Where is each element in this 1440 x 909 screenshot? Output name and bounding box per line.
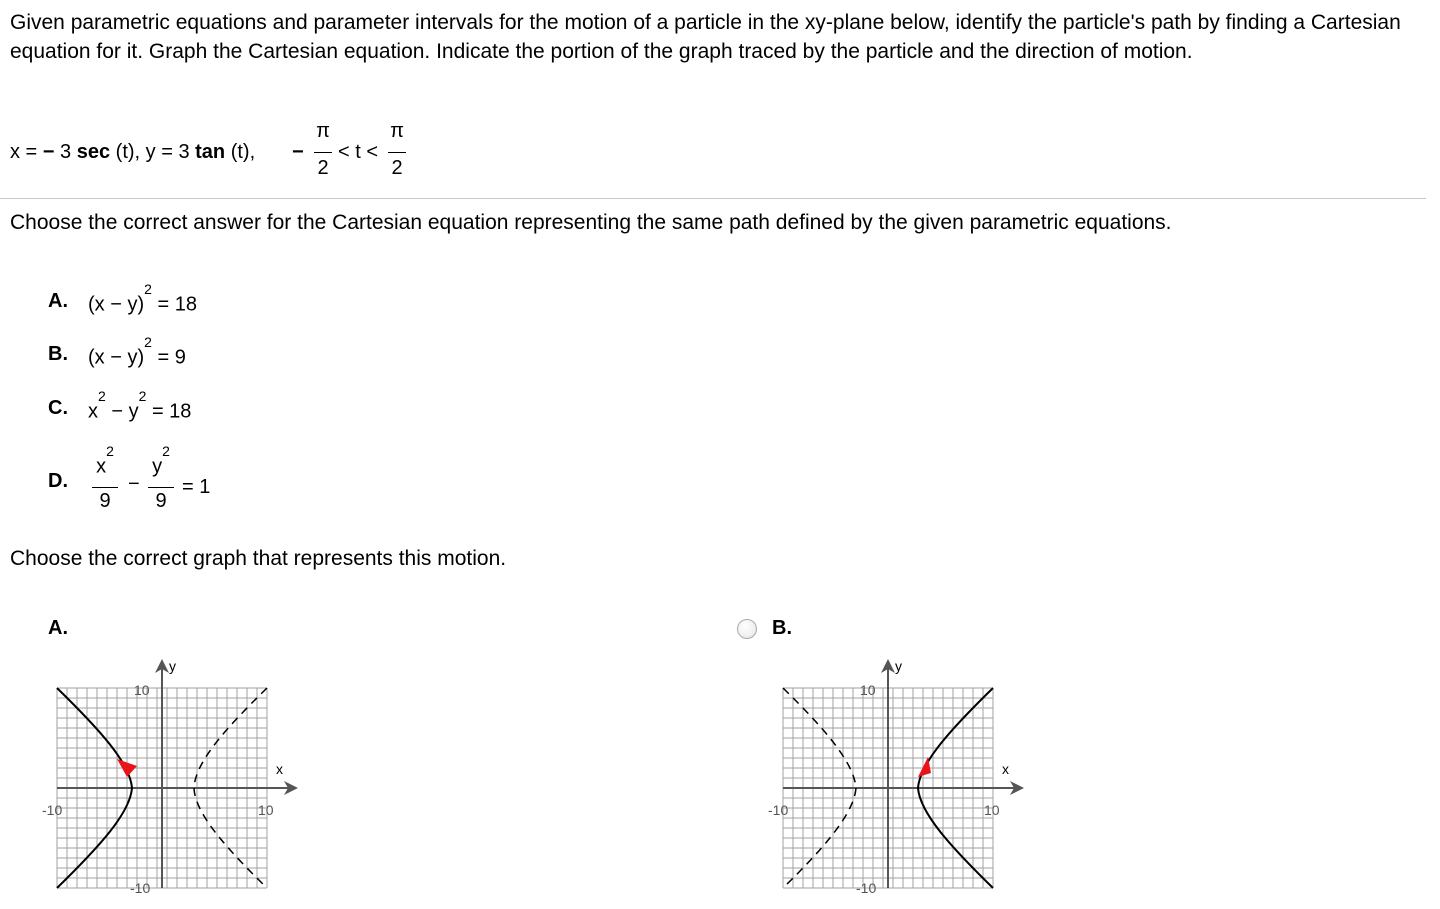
graph-b-tick-x-pos: 10 (984, 802, 1000, 818)
graph-a-y-axis-label: y (169, 658, 176, 674)
choice-d[interactable] (48, 443, 268, 516)
choice-letter: D. (48, 470, 68, 492)
graph-a-tick-y-pos: 10 (134, 682, 150, 698)
choice-b[interactable] (48, 334, 268, 373)
formula-x: x = (10, 141, 43, 163)
graph-a-tick-x-neg: -10 (42, 802, 63, 818)
fraction-x-squared-over-9: $x^2$ 9 (90, 446, 120, 512)
choice-expression: $x^2 - y^2 = 18$ (88, 388, 192, 423)
graph-prompt: Choose the correct graph that represents this motion. (10, 547, 507, 570)
graph-b-label: B. (772, 617, 792, 639)
fraction-denominator: 2 (317, 157, 329, 179)
choice-expression: $(x - y)^2 = 9$ (88, 334, 186, 369)
graph-b-radio[interactable] (737, 619, 757, 639)
formula-minus: − (42, 141, 55, 163)
choice-rhs: = 1 (182, 476, 211, 498)
fraction-denominator: 2 (391, 157, 403, 179)
fraction-pi-over-2-left (312, 120, 334, 182)
choice-letter: B. (48, 343, 68, 365)
formula-t2: (t), (225, 141, 256, 163)
graph-b-tick-y-pos: 10 (860, 682, 876, 698)
choice-c[interactable] (48, 388, 268, 427)
choice-letter: C. (48, 397, 68, 419)
formula-three: 3 (60, 141, 77, 163)
formula-inequality: < t < (338, 141, 379, 163)
graph-b-option[interactable] (772, 617, 792, 640)
equation-prompt: Choose the correct answer for the Cartesian equation representing the same path defined by the given parametric equations. (10, 211, 1172, 234)
fraction-numerator: π (390, 120, 404, 142)
formula-line (10, 141, 255, 164)
graph-a-tick-y-neg: -10 (130, 880, 151, 896)
choice-minus: − (128, 473, 140, 495)
formula-tan: tan (195, 141, 226, 163)
graph-b-y-axis-label: y (895, 658, 902, 674)
fraction-y-squared-over-9: $y^2$ 9 (146, 446, 176, 512)
section-divider (0, 198, 1426, 199)
choice-expression: $(x - y)^2 = 18$ (88, 281, 197, 316)
graph-a-label: A. (48, 617, 68, 639)
graph-b-tick-y-neg: -10 (856, 880, 877, 896)
graph-a-x-axis-label: x (276, 761, 283, 777)
choice-a[interactable] (48, 281, 268, 320)
graph-a[interactable] (40, 655, 320, 900)
question-text: Given parametric equations and parameter intervals for the motion of a particle in the xy-plane below, identify the particle's path by finding a Cartesian equation for it. Graph the Cartesian equation. Indicate the portion of the graph traced by the particle and the direction of motion. (10, 11, 1401, 63)
formula-sec: sec (76, 141, 111, 163)
graph-a-option[interactable] (48, 617, 68, 640)
fraction-pi-over-2-right (386, 120, 408, 182)
graph-a-tick-x-pos: 10 (258, 802, 274, 818)
formula-negative: − (292, 141, 304, 163)
graph-b[interactable] (766, 655, 1046, 900)
fraction-numerator: π (316, 120, 330, 142)
graph-b-tick-x-neg: -10 (768, 802, 789, 818)
formula-t1: (t), y = 3 (110, 141, 196, 163)
choice-letter: A. (48, 290, 68, 312)
graph-b-x-axis-label: x (1002, 761, 1009, 777)
